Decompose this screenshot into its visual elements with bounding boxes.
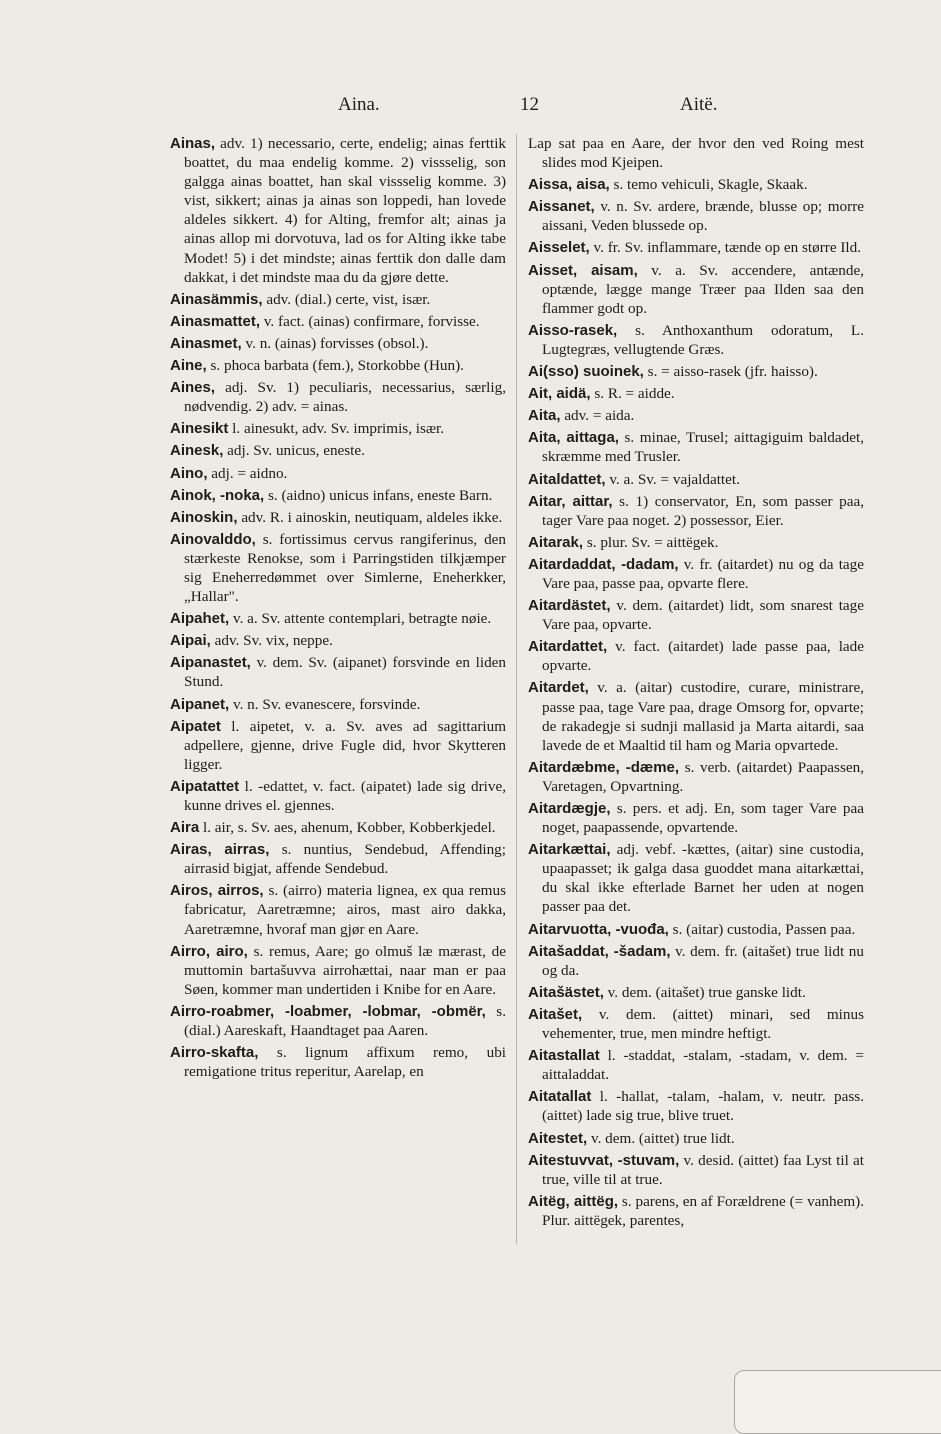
entry-definition: l. ainesukt, adv. Sv. imprimis, især. xyxy=(232,420,445,438)
dictionary-entry xyxy=(528,406,864,425)
dictionary-entry xyxy=(170,777,506,815)
entry-headword: Ainas, xyxy=(170,135,216,152)
entry-headword: Aipatet xyxy=(170,717,221,735)
entry-definition: adj. Sv. unicus, eneste. xyxy=(227,442,365,460)
dictionary-entry xyxy=(170,631,506,650)
entry-headword: Ainesikt xyxy=(170,420,229,438)
entry-definition: adv. (dial.) certe, vist, især. xyxy=(266,290,431,308)
entry-headword: Aitardattet, xyxy=(528,638,608,656)
entry-headword: Aino, xyxy=(170,464,208,482)
entry-headword: Ainoskin, xyxy=(170,508,238,526)
entry-headword: Aitašet, xyxy=(528,1005,583,1023)
entry-headword: Ainesk, xyxy=(170,442,224,460)
dictionary-entry xyxy=(170,1043,506,1081)
dictionary-entry xyxy=(528,678,864,754)
entry-definition: s. fortissimus cervus rangiferinus, den stærkeste Renokse, som i Parringstiden tilkjæmper sig Eneherredømmet over Simlerne, Eneherkker, „Hallar". xyxy=(184,530,506,606)
dictionary-entry xyxy=(170,530,506,606)
entry-definition: adv. 1) necessario, certe, endelig; ainas ferttik boattet, du maa endelig komme. 2) vissselig, son galgga ainas boattet, han skal vissselig komme. 3) vist, sikkert; ainas ja ainas son loppedi, han lovede aldeles sikkert. 4) for Alting, fremfor alt; ainas ja ainas allop mi dorvotuva, lad os for Alting ikke tabe Modet! 5) i det mindste; ainas ferttik don dalle dam dakkat, i det mindste maa du da gjøre dette. xyxy=(184,135,507,286)
entry-headword: Aitardästet, xyxy=(528,597,611,615)
dictionary-entry xyxy=(528,175,864,194)
entry-definition: s. temo vehiculi, Skagle, Skaak. xyxy=(613,176,808,194)
dictionary-entry xyxy=(528,596,864,634)
dictionary-entry xyxy=(528,983,864,1002)
header-right-word: Aitë. xyxy=(680,94,718,115)
dictionary-entry xyxy=(528,428,864,466)
page-number: 12 xyxy=(520,94,539,115)
dictionary-entry xyxy=(528,362,864,381)
entry-headword: Aine, xyxy=(170,357,207,375)
entry-headword: Ai(sso) suoinek, xyxy=(528,363,644,381)
entry-headword: Aitarak, xyxy=(528,533,584,551)
dictionary-entry xyxy=(170,290,506,309)
entry-headword: Airos, airros, xyxy=(170,882,264,900)
entry-headword: Airro-skafta, xyxy=(170,1044,259,1062)
entry-definition: s. (airro) materia lignea, ex qua remus fabricatur, Aaretræmne; airos, mast airo dakka, Aaretræmne, hvoraf man gjør en Aare. xyxy=(184,882,506,938)
dictionary-entry xyxy=(528,1129,864,1148)
entry-headword: Aitašaddat, -šadam, xyxy=(528,942,671,960)
dictionary-entry xyxy=(170,881,506,938)
entry-headword: Ainasmattet, xyxy=(170,312,261,330)
dictionary-entry xyxy=(528,840,864,916)
entry-definition: s. parens, en af Forældrene (= vanhem). Plur. aittëgek, parentes, xyxy=(542,1192,864,1229)
entry-definition: s. (aitar) custodia, Passen paa. xyxy=(672,920,856,938)
dictionary-entry xyxy=(528,384,864,403)
entry-definition: s. (dial.) Aareskaft, Haandtaget paa Aaren. xyxy=(184,1002,507,1040)
entry-definition: v. desid. (aittet) faa Lyst til at true, ville til at true. xyxy=(542,1151,864,1188)
dictionary-entry xyxy=(170,334,506,353)
dictionary-entry xyxy=(528,533,864,552)
dictionary-entry xyxy=(170,840,506,878)
entry-headword: Aitašästet, xyxy=(528,983,604,1001)
entry-headword: Aitardaddat, -dadam, xyxy=(528,555,679,573)
entry-definition: v. n. (ainas) forvisses (obsol.). xyxy=(245,334,429,352)
right-column xyxy=(528,134,864,1233)
column-divider xyxy=(516,134,517,1244)
entry-definition: v. a. Sv. = vajaldattet. xyxy=(609,470,740,488)
entry-definition: s. phoca barbata (fem.), Storkobbe (Hun). xyxy=(210,357,464,375)
entry-definition: s. pers. et adj. En, som tager Vare paa noget, paapassende, opvartende. xyxy=(542,800,864,837)
dictionary-entry xyxy=(170,653,506,691)
entry-headword: Aitestet, xyxy=(528,1129,588,1147)
dictionary-entry xyxy=(528,758,864,796)
dictionary-entry xyxy=(528,1151,864,1189)
header-left-word: Aina. xyxy=(338,94,380,115)
dictionary-entry xyxy=(528,470,864,489)
entry-definition: s. minae, Trusel; aittagiguim baldadet, skræmme med Trusler. xyxy=(542,429,864,466)
entry-definition: l. air, s. Sv. aes, ahenum, Kobber, Kobberkjedel. xyxy=(202,819,496,837)
dictionary-entry xyxy=(170,486,506,505)
dictionary-entry xyxy=(528,261,864,318)
dictionary-entry xyxy=(528,555,864,593)
entry-definition: s. verb. (aitardet) Paapassen, Varetagen, Opvartning. xyxy=(542,758,864,795)
dictionary-entry xyxy=(170,134,506,287)
dictionary-entry xyxy=(528,1087,864,1125)
entry-definition: adv. R. i ainoskin, neutiquam, aldeles ikke. xyxy=(241,508,503,526)
dictionary-entry xyxy=(170,464,506,483)
dictionary-entry xyxy=(170,508,506,527)
dictionary-entry xyxy=(170,695,506,714)
entry-definition: l. -hallat, -talam, -halam, v. neutr. pass. (aittet) lade sig true, blive truet. xyxy=(542,1088,864,1125)
entry-headword: Airro, airo, xyxy=(170,942,248,960)
entry-headword: Airro-roabmer, -loabmer, -lobmar, -obmër, xyxy=(170,1002,486,1020)
dictionary-entry xyxy=(170,441,506,460)
dictionary-entry xyxy=(528,134,864,172)
dictionary-entry xyxy=(528,197,864,235)
entry-headword: Aisset, aisam, xyxy=(528,261,638,279)
entry-definition: v. dem. (aitašet) true ganske lidt. xyxy=(607,983,806,1001)
entry-headword: Aipanastet, xyxy=(170,654,251,672)
dictionary-entry xyxy=(528,1192,864,1230)
entry-headword: Aita, aittaga, xyxy=(528,429,619,447)
entry-headword: Aitardægje, xyxy=(528,800,611,817)
left-column xyxy=(170,134,506,1084)
entry-definition: v. fact. (ainas) confirmare, forvisse. xyxy=(263,312,480,330)
dictionary-entry xyxy=(170,419,506,438)
entry-definition: s. = aisso-rasek (jfr. haisso). xyxy=(647,363,818,381)
entry-definition: v. dem. (aitardet) lidt, som snarest tage Vare paa, opvarte. xyxy=(542,597,864,634)
entry-definition: s. (aidno) unicus infans, eneste Barn. xyxy=(267,486,493,504)
entry-definition: v. dem. Sv. (aipanet) forsvinde en liden Stund. xyxy=(184,654,506,691)
dictionary-entry xyxy=(170,609,506,628)
entry-headword: Ait, aidä, xyxy=(528,385,591,403)
entry-definition: s. remus, Aare; go olmuš læ mærast, de muttomin bartašuvva airrohættai, naar man er paa Søen, kommer man undertiden i Knibe for en Aare. xyxy=(184,942,506,998)
entry-headword: Aitardet, xyxy=(528,679,589,697)
entry-headword: Aitarkættai, xyxy=(528,841,611,859)
dictionary-entry xyxy=(528,942,864,980)
dictionary-entry xyxy=(528,920,864,939)
entry-headword: Aitestuvvat, -stuvam, xyxy=(528,1151,680,1169)
entry-headword: Aines, xyxy=(170,379,216,397)
entry-definition: s. R. = aidde. xyxy=(594,385,675,403)
dictionary-entry xyxy=(170,942,506,999)
entry-definition: v. a. (aitar) custodire, curare, ministrare, passe paa, tage Vare paa, drage Omsorg for, opvarte; de rakadegje si sudnji mallasid ja Marta aitardi, saa lavede de et Maaltid til ham og Maria opvartede. xyxy=(542,679,865,754)
entry-headword: Aissanet, xyxy=(528,198,595,216)
entry-headword: Aitatallat xyxy=(528,1088,592,1106)
page-header xyxy=(0,94,941,124)
entry-definition: v. fact. (aitardet) lade passe paa, lade opvarte. xyxy=(542,638,865,675)
page-corner-tab xyxy=(734,1370,941,1434)
entry-headword: Aitastallat xyxy=(528,1047,600,1065)
entry-headword: Aipahet, xyxy=(170,610,230,628)
entry-definition: adv. Sv. vix, neppe. xyxy=(214,632,333,650)
entry-definition: v. dem. (aittet) minari, sed minus vehementer, true, men mindre heftigt. xyxy=(542,1005,864,1043)
entry-headword: Aipanet, xyxy=(170,695,230,713)
entry-headword: Aisso-rasek, xyxy=(528,321,618,339)
entry-definition: Lap sat paa en Aare, der hvor den ved Roing mest slides mod Kjeipen. xyxy=(528,135,864,172)
entry-definition: adj. Sv. 1) peculiaris, necessarius, særlig, nødvendig. 2) adv. = ainas. xyxy=(184,379,507,416)
entry-definition: s. 1) conservator, En, som passer paa, tager Vare paa noget. 2) possessor, Eier. xyxy=(542,492,865,529)
entry-headword: Ainovalddo, xyxy=(170,530,256,548)
entry-headword: Aitar, aittar, xyxy=(528,492,613,510)
entry-headword: Ainasämmis, xyxy=(170,290,263,308)
entry-definition: v. dem. fr. (aitašet) true lidt nu og da. xyxy=(542,942,864,979)
entry-headword: Ainasmet, xyxy=(170,334,242,352)
entry-headword: Aipai, xyxy=(170,632,211,650)
entry-definition: v. a. Sv. accendere, antænde, optænde, lægge mange Træer paa Ilden saa den flammer godt op. xyxy=(542,261,864,317)
dictionary-entry xyxy=(170,378,506,416)
dictionary-entry xyxy=(170,312,506,331)
dictionary-entry xyxy=(528,238,864,257)
dictionary-entry xyxy=(528,1005,864,1043)
entry-definition: v. n. Sv. ardere, brænde, blusse op; morre aissani, Veden blussede op. xyxy=(542,198,865,235)
dictionary-entry xyxy=(170,717,506,774)
entry-definition: l. -edattet, v. fact. (aipatet) lade sig drive, kunne drives el. gjennes. xyxy=(184,777,507,814)
entry-definition: s. lignum affixum remo, ubi remigatione tritus reperitur, Aarelap, en xyxy=(184,1044,507,1081)
entry-headword: Aisselet, xyxy=(528,239,590,257)
entry-definition: v. dem. (aittet) true lidt. xyxy=(590,1129,735,1147)
entry-headword: Ainok, -noka, xyxy=(170,486,265,504)
entry-headword: Aissa, aisa, xyxy=(528,176,610,194)
entry-definition: adj. vebf. -kættes, (aitar) sine custodia, upaapasset; ik galga dasa guoddet mana aitarkættai, du skal ikke efterlade Barnet her uden at nogen passer paa det. xyxy=(542,841,864,916)
entry-headword: Aitaldattet, xyxy=(528,470,606,488)
dictionary-entry xyxy=(528,799,864,837)
entry-definition: l. -staddat, -stalam, -stadam, v. dem. = aittaladdat. xyxy=(542,1047,864,1084)
dictionary-entry xyxy=(528,492,864,530)
entry-headword: Aipatattet xyxy=(170,777,240,795)
entry-headword: Aira xyxy=(170,819,200,837)
dictionary-entry xyxy=(528,637,864,675)
entry-definition: v. n. Sv. evanescere, forsvinde. xyxy=(232,695,421,713)
dictionary-entry xyxy=(170,818,506,837)
entry-headword: Aita, xyxy=(528,407,561,425)
entry-definition: s. Anthoxanthum odoratum, L. Lugtegræs, vellugtende Græs. xyxy=(542,321,864,358)
entry-definition: adj. = aidno. xyxy=(211,464,288,482)
dictionary-entry xyxy=(170,356,506,375)
entry-definition: v. fr. Sv. inflammare, tænde op en større Ild. xyxy=(593,239,862,257)
entry-definition: v. fr. (aitardet) nu og da tage Vare paa, passe paa, opvarte flere. xyxy=(542,555,864,592)
entry-definition: s. plur. Sv. = aittëgek. xyxy=(586,533,719,551)
entry-definition: l. aipetet, v. a. Sv. aves ad sagittarium adpellere, gjenne, drive Fugle did, hvor Skytteren ligger. xyxy=(184,717,507,773)
entry-definition: adv. = aida. xyxy=(564,407,635,425)
entry-headword: Aitardæbme, -dæme, xyxy=(528,758,680,776)
dictionary-entry xyxy=(528,1046,864,1084)
entry-headword: Aitarvuotta, -vuođa, xyxy=(528,920,669,938)
dictionary-entry xyxy=(528,321,864,359)
dictionary-entry xyxy=(170,1002,506,1040)
entry-definition: s. nuntius, Sendebud, Affending; airrasid bigjat, affende Sendebud. xyxy=(184,841,506,878)
entry-headword: Airas, airras, xyxy=(170,841,270,859)
entry-headword: Aitëg, aittëg, xyxy=(528,1192,619,1210)
entry-definition: v. a. Sv. attente contemplari, betragte nøie. xyxy=(232,610,492,628)
